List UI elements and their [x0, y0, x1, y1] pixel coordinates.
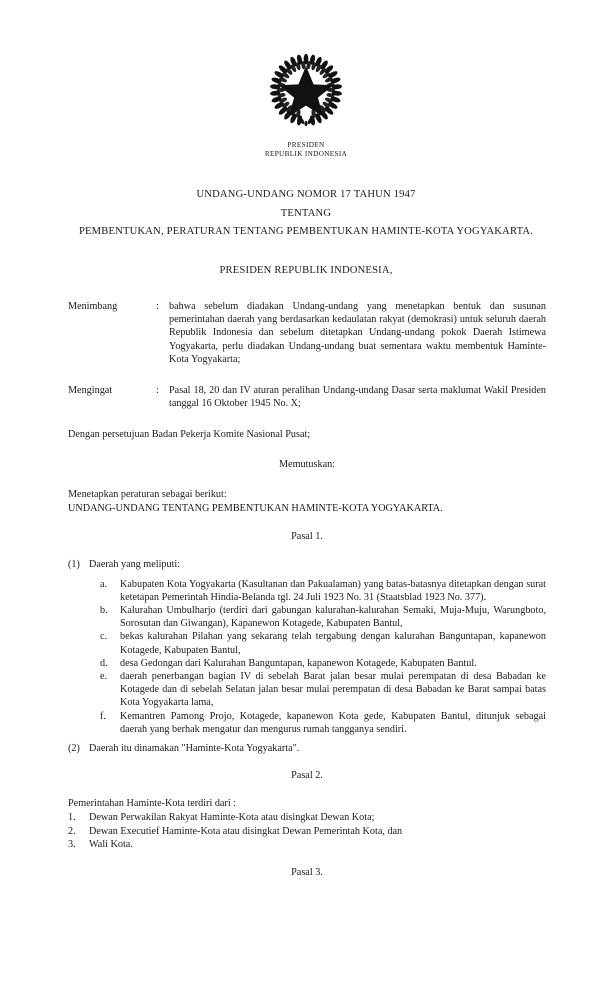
- subitem-text: Kalurahan Umbulharjo (terdiri dari gabungan kalurahan-kalurahan Semaki, Muja-Muju, Warungboto, Sorosutan dan Giwangan), Kapanewon Kotagede, Kabupaten Bantul,: [120, 605, 546, 630]
- document-body: [68, 300, 546, 880]
- pasal-1-clause-1: [68, 558, 546, 571]
- list-item: [100, 604, 546, 630]
- numlist-text: Dewan Executief Haminte-Kota atau disingkat Dewan Pemerintah Kota, dan: [89, 825, 403, 837]
- pasal-1-heading: Pasal 1.: [291, 531, 323, 543]
- list-item: [100, 630, 546, 656]
- subitem-marker: f.: [100, 710, 106, 722]
- subitem-text: Kabupaten Kota Yogyakarta (Kasultanan dan Pakualaman) yang batas-batasnya ditetapkan dengan surat ketetapan Pemerintah Hindia-Belanda tgl. 24 Juli 1923 No. 31 (Staatsblad 1923 No. 377).: [120, 578, 546, 603]
- pasal-1-clause-2: [68, 742, 546, 755]
- clause-1-number: (1): [68, 559, 80, 571]
- subitem-marker: b.: [100, 605, 108, 617]
- pasal-2-numbered-list: [68, 811, 546, 852]
- subitem-text: Kemantren Pamong Projo, Kotagede, kapanewon Kota gede, Kabupaten Bantul, ditunjuk sebagai daerah yang berhak mengatur dan mengurus rumah tangganya sendiri.: [120, 710, 546, 735]
- mengingat-label: Mengingat: [68, 385, 113, 397]
- clause-1-lead-text: Daerah yang meliputi:: [89, 559, 181, 571]
- mengingat-text: Pasal 18, 20 dan IV aturan peralihan Undang-undang Dasar serta maklumat Wakil Presiden tanggal 16 Oktober 1945 No. X;: [169, 385, 546, 410]
- list-item: [68, 838, 546, 852]
- menetapkan-line: Menetapkan peraturan sebagai berikut:: [68, 489, 227, 501]
- numlist-marker: 2.: [68, 825, 76, 837]
- list-item: [68, 811, 546, 825]
- emblem-block: [0, 52, 612, 160]
- subitem-text: bekas kalurahan Pilahan yang sekarang telah tergabung dengan kalurahan Banguntapan, kapanewon Kotagede, Kabupaten Bantul,: [120, 631, 546, 656]
- clause-2-text: Daerah itu dinamakan "Haminte-Kota Yogyakarta".: [89, 743, 300, 755]
- document-title-block: [0, 186, 612, 280]
- subitem-text: desa Gedongan dari Kalurahan Banguntapan, kapanewon Kotagede, Kabupaten Bantul.: [120, 657, 477, 669]
- menimbang-text: bahwa sebelum diadakan Undang-undang yang menetapkan bentuk dan susunan pemerintahan daerah yang berdasarkan kedaulatan rakyat (demokrasi) untuk seluruh daerah Republik Indonesia dan sebelum ditetapkan Undang-undang pokok Daerah Istimewa Yogyakarta, perlu diadakan Undang-undang buat sementara waktu membentuk Haminte-Kota Yogyakarta;: [169, 301, 546, 365]
- mengingat-row: [68, 384, 546, 410]
- law-subject-title: PEMBENTUKAN, PERATURAN TENTANG PEMBENTUKAN HAMINTE-KOTA YOGYAKARTA.: [78, 226, 534, 237]
- numlist-marker: 1.: [68, 812, 76, 824]
- list-item: [68, 825, 546, 839]
- subitem-marker: e.: [100, 671, 108, 683]
- numlist-text: Wali Kota.: [89, 839, 133, 851]
- approval-line: Dengan persetujuan Badan Pekerja Komite Nasional Pusat;: [68, 429, 311, 441]
- pasal-1-subitem-list: [100, 578, 546, 736]
- list-item: [100, 670, 546, 710]
- menimbang-label: Menimbang: [68, 301, 118, 312]
- issuer-line: PRESIDEN REPUBLIK INDONESIA,: [219, 264, 393, 276]
- numlist-text: Dewan Perwakilan Rakyat Haminte-Kota atau disingkat Dewan Kota;: [89, 812, 375, 824]
- emblem-caption-line-1: PRESIDEN: [287, 141, 325, 149]
- pasal-3-heading: Pasal 3.: [291, 867, 323, 879]
- emblem-caption-line-2: REPUBLIK INDONESIA: [264, 150, 348, 159]
- subitem-marker: c.: [100, 631, 108, 643]
- list-item: [100, 657, 546, 670]
- law-number-title: UNDANG-UNDANG NOMOR 17 TAHUN 1947: [196, 189, 416, 200]
- subitem-marker: a.: [100, 578, 108, 590]
- enacted-title-line: UNDANG-UNDANG TENTANG PEMBENTUKAN HAMINTE-KOTA YOGYAKARTA.: [68, 503, 443, 515]
- tentang-label: TENTANG: [280, 207, 332, 219]
- star-in-laurel-wreath-icon: [264, 52, 348, 132]
- menimbang-row: [68, 300, 546, 366]
- menimbang-colon: :: [156, 301, 159, 312]
- pasal-2-lead-text: Pemerintahan Haminte-Kota terdiri dari :: [68, 798, 237, 810]
- emblem-caption: [0, 141, 612, 160]
- pasal-2-heading: Pasal 2.: [291, 770, 323, 782]
- list-item: [100, 578, 546, 604]
- numlist-marker: 3.: [68, 839, 76, 851]
- clause-2-number: (2): [68, 743, 80, 755]
- list-item: [100, 710, 546, 736]
- subitem-text: daerah penerbangan bagian IV di sebelah Barat jalan besar mulai perempatan di desa Babadan ke Kotagede dan di sebelah Selatan jalan besar mulai perempatan di desa Babadan ke Barat sampai batas Kota Yogyakarta lama,: [120, 671, 546, 709]
- subitem-marker: d.: [100, 657, 108, 669]
- memutuskan-heading: Memutuskan:: [278, 459, 336, 471]
- mengingat-colon: :: [156, 385, 159, 397]
